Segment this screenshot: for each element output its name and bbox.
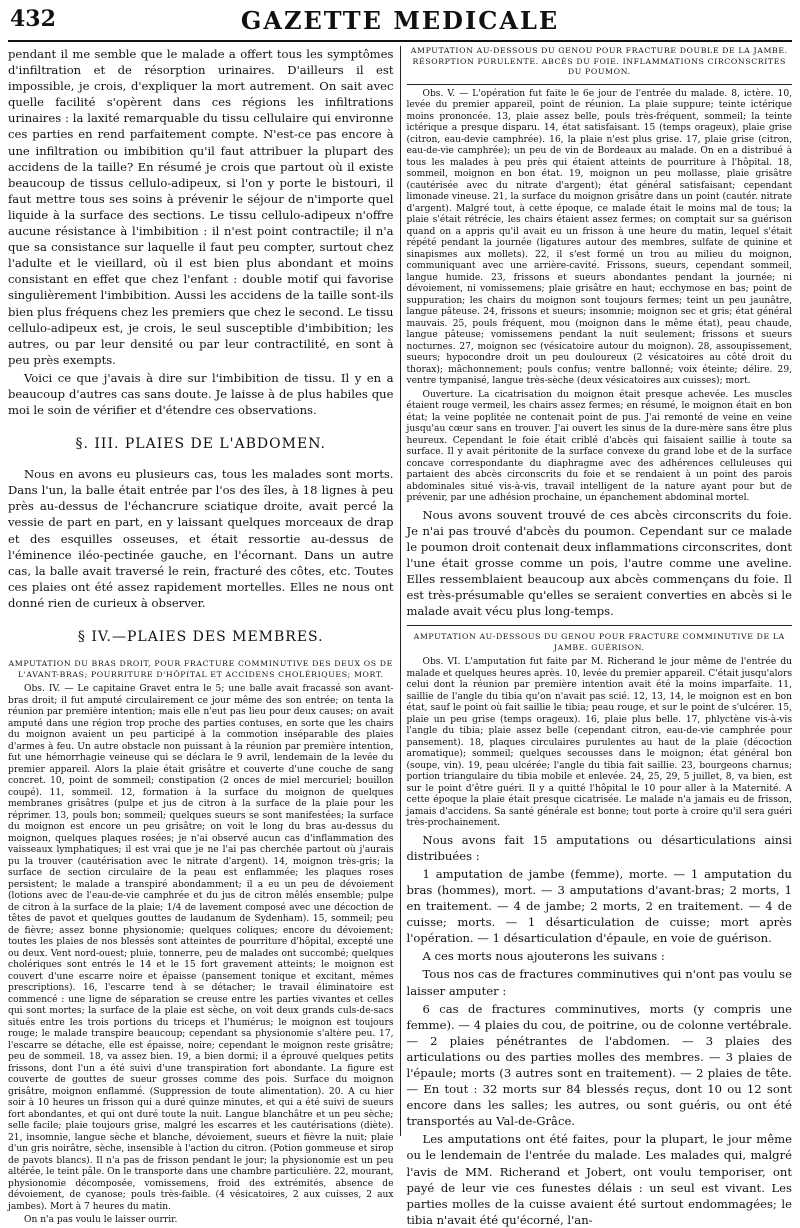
intro-paragraph: pendant il me semble que le malade a offert tous les symptômes d'infiltration et de résorption urinaires. D'ailleurs il est impossible, je crois, d'expliquer la mort autrement. On sait avec quelle facilité s'opèrent dans ces régions les infiltrations urinaires : la laxité remarquable du tissu cellulaire qui environne ces parties en rend parfaitement compte. N'est-ce pas encore à une infiltration ou imbibition qu'il faut attribuer la plupart des accidens de la taille? En résumé je crois que partout où il existe beaucoup de tissus cellulo-adipeux, si l'on y porte le bistouri, il faut mettre tous ses soins à prévenir le séjour de n'importe quel liquide à la surface des sections. Le tissu cellulo-adipeux n'offre aucune résistance à l'imbibition : il n'est point contractile; il n'a que sa consistance sur laquelle il faut peu compter, surtout chez l'adulte et le vieillard, où il est bien plus abondant et moins consistant en effet que chez l'enfant : double motif qui favorise singulièrement l'imbibition. Aussi les accidens de la taille sont-ils bien plus fréquens chez les premiers que chez le second. Le tissu cellulo-adipeux est, je crois, le seul susceptible d'imbibition; les autres, ou par leur densité ou par leur contractilité, en sont à peu près exempts. xyxy=(8,47,394,367)
fractures-list: 6 cas de fractures comminutives, morts (y compris une femme). — 4 plaies du cou, de poitrine, ou de colonne vertébrale. — 2 plaies pénétrantes de l'abdomen. — 3 plaies des articulations ou des parties molles des membres. — 3 plaies de l'épaule; morts (3 autres sont en traitement). — 2 plaies de tête. — En tout : 32 morts sur 84 blessés reçus, dont 10 ou 12 sont encore dans les salles; les autres, ou sont guéris, ou ont été transportés au Val-de-Grâce. xyxy=(406,1001,792,1129)
imbibition-conclusion: Voici ce que j'avais à dire sur l'imbibition de tissu. Il y en a beaucoup d'autres cas sans doute. Je laisse à de plus habiles que moi le soin de vérifier et d'étendre ces observations. xyxy=(8,370,394,418)
left-column xyxy=(8,46,401,1225)
abscess-paragraph: Nous avons souvent trouvé de ces abcès circonscrits du foie. Je n'ai pas trouvé d'abcès du poumon. Cependant sur ce malade le poumon droit contenait deux inflammations circonscrites, dont l'une était grosse comme un pois, l'autre comme une aveline. Elles ressemblaient beaucoup aux abcès commençans du foie. Il est très-présumable qu'elles se seraient converties en abcès si le malade avait vécu plus long-temps. xyxy=(406,507,792,619)
divider xyxy=(407,84,793,85)
section-heading-membres: § IV.—PLAIES DES MEMBRES. xyxy=(77,629,324,645)
observation-5-title: AMPUTATION AU-DESSOUS DU GENOU POUR FRACTURE DOUBLE DE LA JAMBE. RÉSORPTION PURULENTE. ABCÈS DU FOIE. INFLAMMATIONS CIRCONSCRITES DU POUMON. xyxy=(410,46,788,76)
observation-4-text: Obs. IV. — Le capitaine Gravet entra le 5; une balle avait fracassé son avant-bras droit; il fut amputé circulairement ce jour même des son entrée; on tenta la réunion par première intention; mais elle n'eut pas lieu pour deux causes; on avait amputé dans une région trop proche des parties contuses, en sorte que les chairs du moignon avaient un peu participé à la commotion inséparable des plaies d'armes à feu. Un autre obstacle non puissant à la réunion par première intention, fut une hémorrhagie veineuse qui se déclara le 9 avril, lendemain de la levée du premier appareil. Alors la plaie était grisâtre et couverte d'une couche de sang concret. 10, point de sommeil; constipation (2 onces de miel mercuriel; bouillon coupé). 11, sommeil. 12, formation à la surface du moignon de quelques membranes grisâtres (pulpe et jus de citron à la surface de la plaie pour les réprimer. 13, pouls bon; sommeil; quelques sueurs se sont manifestées; la surface du moignon est encore un peu grisâtre; on voit le long du bras au-dessus du moignon, quelques plaques rosées; je n'ai observé aucun cas d'inflammation des vaisseaux lymphatiques; il est vrai que je ne l'ai pas cherchée partout où j'aurais pu la trouver (cautérisation avec le nitrate d'argent). 14, moignon très-gris; la surface de section circulaire de la peau est enflammée; les plaques roses persistent; le malade a transpiré abondamment; il a eu un peu de dévoiement (lotions avec de l'eau-de-vie camphrée et du jus de citron mêlés ensemble; pulpe de citron à la surface de la plaie; 1/4 de lavement composé avec une décoction de têtes de pavot et quelques gouttes de laudanum de Sydenham). 15, sommeil; peu de fièvre; assez bonne physionomie; quelques coliques; encore du dévoiement; toutes les plaies de nos blessés sont atteintes de pourriture d'hôpital, excepté une ou deux. Vent nord-ouest; pluie, tonnerre, peu de malades ont succombé; quelques cholériques sont entrés le 14 et le 15 fort gravement atteints; le moignon est couvert d'une escarre noire et épaisse (pansement tonique et excitant, mêmes prescriptions). 16, l'escarre tend à se détacher; le travail éliminatoire est commencé : une ligne de séparation se creuse entre les parties vivantes et celles qui sont mortes; la surface de la plaie est sèche, on voit deux grands culs-de-sacs situés entre les trois portions du triceps et l'humérus; le moignon est toujours rouge; le malade transpire beaucoup; cependant sa physionomie s'altère peu. 17, l'escarre se détache, elle est épaisse, noire; cependant le moignon reste grisâtre; peu de sommeil. 18, va assez bien. 19, a bien dormi; il a éprouvé quelques petits frissons, dont l'un a été suivi d'une transpiration fort abondante. La figure est couverte de gouttes de sueur grosses comme des pois. Surface du moignon grisâtre, moignon enflammé. (Suppression de toute alimentation). 20. A cu hier soir à 10 heures un frisson qui a duré quinze minutes, et qui a été suivi de sueurs fort abondantes, et qui ont duré toute la nuit. Langue blanchâtre et un peu sèche; selle facile; plaie toujours grise, malgré les escarres et les cautérisations (diète). 21, insomnie, langue sèche et blanche, dévoiement, sueurs et fièvre la nuit; plaie d'un gris noirâtre, sèche, insensible à l'action du citron. (Potion gommeuse et sirop de pavots blancs). Il n'a pas de frisson pendant le jour; la physionomie est un peu altérée, le teint pâle. On le transporte dans une chambre particulière. 22, mourant, physionomie décomposée, vomissemens, froid des extrémités, absence de dévoiement, de cyanose; pouls très-faible. (4 vésicatoires, 2 aux cuisses, 2 aux jambes). Mort à 7 heures du matin. xyxy=(8,684,394,1212)
right-column xyxy=(401,46,793,1227)
left-footer-line: On n'a pas voulu le laisser ourrir. xyxy=(24,1215,178,1225)
fractures-intro: Tous nos cas de fractures comminutives qui n'ont pas voulu se laisser amputer : xyxy=(406,967,792,998)
final-paragraph: Les amputations ont été faites, pour la plupart, le jour même ou le lendemain de l'entrée du malade. Les malades qui, malgré l'avis de MM. Richerand et Jobert, ont voulu temporiser, ont payé de leur vie ces funestes délais : un seul est vivant. Les parties molles de la cuisse avaient été surtout endommagées; le tibia n'avait été qu'écorné, l'an- xyxy=(406,1132,792,1227)
section-heading-abdomen: §. III. PLAIES DE L'ABDOMEN. xyxy=(75,436,326,453)
observation-4-title: AMPUTATION DU BRAS DROIT, POUR FRACTURE COMMINUTIVE DES DEUX OS DE L'AVANT-BRAS; POURRITURE D'HÔPITAL ET ACCIDENS CHOLÉRIQUES; MORT. xyxy=(8,659,393,679)
deaths-intro: A ces morts nous ajouterons les suivans : xyxy=(422,949,665,964)
autopsy-paragraph: Ouverture. La cicatrisation du moignon était presque achevée. Les muscles étaient rouge vermeil, les chairs assez fermes; en résumé, le moignon était en bon état; la veine poplitée ne contenait point de pus. J'ai remonté de veine en veine jusqu'au cœur sans en trouver. J'ai ouvert les sinus de la dure-mère sans être plus heureux. Cependant le foie était criblé d'abcès qui faisaient saillie à toute sa surface. Il y avait péritonite de la surface convexe du grand lobe et de la surface concave correspondante du diaphragme avec des adhérences celluleuses qui partaient des abcès circonscrits du foie et se rendaient à un point des parois abdominales situé vis-à-vis, travail intelligent de la nature ayant pour but de prévenir, par une adhésion prochaine, un épanchement abdominal mortel. xyxy=(406,389,792,503)
amputation-count-paragraph: Nous avons fait 15 amputations ou désarticulations ainsi distribuées : xyxy=(406,832,792,863)
page-number: 432 xyxy=(10,6,56,32)
divider xyxy=(407,625,793,626)
observation-6-text: Obs. VI. L'amputation fut faite par M. Richerand le jour même de l'entrée du malade et quelques heures après. 10, levée du premier appareil. C'était jusqu'alors celui dont la réunion par première intention avait été la moins imparfaite. 11, saillie de l'angle du tibia qu'on n'avait pas scié. 12, 13, 14, le moignon est en bon état, sauf le point où fait saillie le tibia; peau rouge, et sur le point de s'ulcérer. 15, plaie un peu grise (temps orageux). 16, plaie plus belle. 17, phlyctène vis-à-vis l'angle du tibia; plaie assez belle (cependant citron, eau-de-vie camphrée pour pansement). 18, plaques circulaires purulentes au haut de la plaie (décoction aromatique); sommeil; quelques secousses dans le moignon; état général bon (soupe, vin). 19, peau ulcérée; l'angle du tibia fait saillie. 23, bourgeons charnus; portion triangulaire du tibia mobile et enlevée. 24, 25, 29, 5 juillet, 8, va bien, est sur le point d'être guéri. Il y a quitté l'hôpital le 10 pour aller à la Maternité. A cette époque la plaie était presque cicatrisée. Le malade n'a jamais eu de frisson, jamais d'accidens. Sa santé générale est bonne; tout porte à croire qu'il sera guéri très-prochainement. xyxy=(406,657,792,829)
amputation-list: 1 amputation de jambe (femme), morte. — 1 amputation du bras (hommes), mort. — 3 amputations d'avant-bras; 2 morts, 1 en traitement. — 4 de jambe; 2 morts, 2 en traitement. — 4 de cuisse; morts. — 1 désarticulation de cuisse; mort après l'opération. — 1 désarticulation d'épaule, en voie de guérison. xyxy=(406,866,792,946)
journal-title: GAZETTE MEDICALE xyxy=(240,6,560,35)
observation-6-title: AMPUTATION AU-DESSOUS DU GENOU POUR FRACTURE COMMINUTIVE DE LA JAMBE. GUÉRISON. xyxy=(413,632,785,652)
observation-5-text: Obs. V. — L'opération fut faite le 6e jour de l'entrée du malade. 8, ictère. 10, levée du premier appareil, point de réunion. La plaie suppure; teinte ictérique moins prononcée. 13, plaie assez belle, pouls très-fréquent, sommeil; la teinte ictérique a presque disparu. 14, état satisfaisant. 15 (temps orageux), plaie grise (citron, eau-devie camphrée). 16, la plaie n'est plus grise. 17, plaie grise (citron, eau-de-vie camphrée); un peu de vin de Bordeaux au malade. On en a distribué à tous les malades à peu près qui étaient atteints de pourriture à l'hôpital. 18, sommeil, moignon en bon état. 19, moignon un peu mollasse, plaie grisâtre (cautérisée avec du nitrate d'argent); état général satisfaisant; cependant limonade vineuse. 21, la surface du moignon grisâtre dans un point (cautér. nitrate d'argent). Malgré tout, à cette époque, ce malade était le moins mal de tous; la plaie s'était rétrécie, les chairs étaient assez fermes; on comptait sur sa guérison quand on a appris qu'il avait eu un frisson à une heure du matin, lequel s'était répété pendant la journée (ligatures autour des membres, sulfate de quinine et sinapismes aux mollets). 22, il s'est formé un trou au milieu du moignon, communiquant avec une arrière-cavité. Frissons, sueurs, cependant sommeil, langue humide. 23, frissons et sueurs abondantes pendant la journée; ni dévoiement, ni vomissemens; plaie grisâtre en haut; ecchymose en bas; point de suppuration; les chairs du moignon sont toujours fermes; teint un peu jaunâtre, langue pâteuse. 24, frissons et sueurs; insomnie; moignon sec et gris; état général mauvais. 25, pouls fréquent, mou (moignon dans le même état), peau chaude, langue pâteuse; vomissemens pendant la nuit seulement; frissons et sueurs nocturnes. 27, moignon sec (vésicatoire autour du moignon). 28, assoupissement, sueurs; hypocondre droit un peu douloureux (2 vésicatoires au côté droit du thorax); mâchonnement; pouls confus; ventre ballonné; voix éteinte; délire. 29, ventre tympanisé, langue très-sèche (deux vésicatoires aux cuisses); mort. xyxy=(406,88,792,386)
abdomen-paragraph: Nous en avons eu plusieurs cas, tous les malades sont morts. Dans l'un, la balle était entrée par l'os des îles, à 18 lignes à peu près au-dessus de l'échancrure sciatique droite, avait percé la vessie de part en part, en y laissant quelques morceaux de drap et des esquilles osseuses, et était ressortie au-dessus de l'éminence iléo-pectinée gauche, en l'écornant. Dans un autre cas, la balle avait traversé le rein, fracturé des côtes, etc. Toutes ces plaies ont été assez rapidement mortelles. Elles ne nous ont donné rien de curieux à observer. xyxy=(8,467,394,610)
two-column-body xyxy=(8,46,792,1227)
page-header xyxy=(8,4,792,42)
